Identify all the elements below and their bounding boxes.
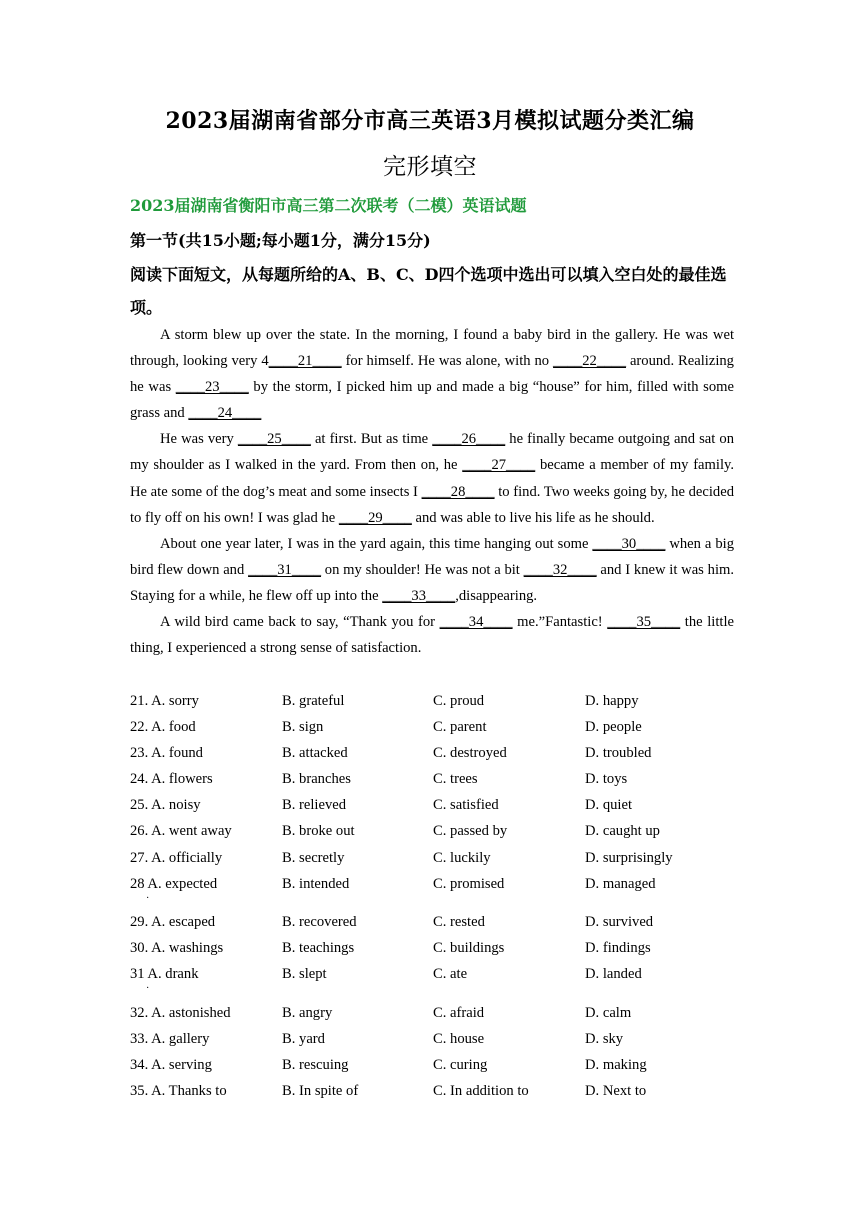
question-row-26 — [130, 818, 750, 844]
question-row-24 — [130, 766, 750, 792]
option-a: 34. A. serving — [130, 1057, 212, 1074]
passage-text: on my shoulder! He was not a bit — [321, 561, 524, 578]
question-row-32 — [130, 1000, 750, 1026]
question-row-27 — [130, 845, 750, 871]
passage-text: around. Realizing he was — [130, 353, 734, 396]
option-b: B. slept — [282, 966, 327, 983]
passage-text: for himself. He was alone, with no — [341, 353, 554, 370]
option-d: D. calm — [585, 1004, 632, 1021]
blank-22: ____22____ — [553, 353, 627, 370]
passage-text: A wild bird came back to say, “Thank you for — [160, 614, 440, 631]
question-row-33 — [130, 1026, 750, 1052]
question-row-30 — [130, 935, 750, 961]
option-b: B. relieved — [282, 797, 347, 814]
option-c: C. In addition to — [433, 1083, 529, 1100]
passage-paragraph-3 — [130, 531, 734, 609]
option-a: 21. A. sorry — [130, 693, 199, 709]
passage-paragraph-2 — [130, 426, 734, 530]
option-c: C. proud — [433, 693, 485, 709]
option-d: D. survived — [585, 914, 654, 931]
option-d: D. toys — [585, 771, 628, 788]
option-d: D. managed — [585, 875, 656, 892]
option-b: B. angry — [282, 1004, 333, 1021]
option-d: D. sky — [585, 1030, 624, 1047]
option-a: 25. A. noisy — [130, 797, 201, 814]
option-b: B. In spite of — [282, 1083, 359, 1100]
passage-text: at first. But as time — [310, 431, 433, 448]
option-b: B. secretly — [282, 849, 345, 866]
option-d: D. happy — [585, 693, 639, 709]
question-row-35 — [130, 1078, 750, 1104]
option-c: C. passed by — [433, 823, 508, 840]
blank-35: ____35____ — [607, 614, 681, 631]
option-b: B. yard — [282, 1030, 325, 1047]
answer-options — [130, 688, 750, 1104]
option-c: C. curing — [433, 1057, 488, 1074]
option-d: D. Next to — [585, 1083, 647, 1100]
option-c: C. rested — [433, 914, 485, 931]
passage-text: me.”Fantastic! — [512, 614, 608, 631]
option-c: C. house — [433, 1030, 485, 1047]
question-row-25 — [130, 792, 750, 818]
option-b: B. branches — [282, 771, 351, 788]
blank-34: ____34____ — [439, 614, 513, 631]
passage-paragraph-1 — [130, 322, 734, 426]
blank-27: ____27____ — [462, 457, 536, 474]
option-b: B. intended — [282, 875, 350, 892]
option-c: C. buildings — [433, 940, 505, 957]
blank-21: ____21____ — [268, 353, 342, 370]
option-d: D. caught up — [585, 823, 660, 840]
option-a: 35. A. Thanks to — [130, 1083, 227, 1100]
option-a: 28 A. expected — [130, 875, 218, 892]
option-c: C. promised — [433, 875, 505, 892]
blank-25: ____25____ — [237, 431, 311, 448]
blank-23: ____23____ — [175, 379, 249, 396]
option-c: C. satisfied — [433, 797, 499, 814]
option-d: D. people — [585, 719, 642, 736]
passage-text: he finally became outgoing and sat on my shoulder as I walked in the yard. From then on, he — [130, 431, 735, 474]
exam-source-heading: 2023届湖南省衡阳市高三第二次联考（二模）英语试题 — [130, 196, 527, 215]
blank-24: ____24____ — [188, 405, 262, 422]
option-c: C. trees — [433, 771, 478, 788]
option-b: B. sign — [282, 719, 324, 736]
option-c: C. parent — [433, 719, 487, 736]
option-d: D. quiet — [585, 797, 633, 814]
question-row-29 — [130, 909, 750, 935]
passage-text: and I knew it was him. Staying for a while, he flew off up into the — [130, 561, 734, 604]
blank-32: ____32____ — [523, 561, 597, 578]
passage-text: About one year later, I was in the yard again, this time hanging out some — [160, 535, 593, 552]
section-heading: 第一节(共15小题;每小题1分，满分15分) — [130, 231, 431, 250]
option-a: 30. A. washings — [130, 940, 224, 957]
question-row-23 — [130, 740, 750, 766]
option-b: B. teachings — [282, 940, 355, 957]
blank-31: ____31____ — [248, 561, 322, 578]
passage-text: the little thing, I experienced a strong sense of satisfaction. — [130, 614, 734, 657]
option-d: D. making — [585, 1057, 647, 1074]
passage-text: to find. Two weeks going by, he decided to fly off on his own! I was glad he — [130, 483, 734, 526]
option-a: 33. A. gallery — [130, 1030, 210, 1047]
option-d: D. surprisingly — [585, 849, 673, 866]
option-a: 31 A. drank — [130, 966, 199, 983]
option-a: 23. A. found — [130, 745, 203, 762]
document-subtitle: 完形填空 — [383, 154, 477, 180]
passage-text: became a member of my family. He ate some of the dog’s meat and some insects I — [130, 457, 734, 500]
blank-29: ____29____ — [338, 509, 412, 526]
passage-text: by the storm, I picked him up and made a big “house” for him, filled with some grass and — [130, 379, 734, 422]
option-c: C. afraid — [433, 1004, 485, 1021]
stray-mark: · — [146, 983, 150, 995]
option-b: B. rescuing — [282, 1057, 349, 1074]
question-row-34 — [130, 1052, 750, 1078]
blank-33: ____33____ — [382, 587, 456, 604]
passage-text: ,disappearing. — [455, 587, 538, 604]
option-d: D. landed — [585, 966, 642, 983]
blank-30: ____30____ — [592, 535, 666, 552]
question-row-28 — [130, 871, 750, 910]
option-a: 22. A. food — [130, 719, 196, 736]
option-c: C. destroyed — [433, 745, 507, 762]
instruction-text: 阅读下面短文，从每题所给的A、B、C、D四个选项中选出可以填入空白处的最佳选项。 — [130, 265, 727, 317]
option-d: D. troubled — [585, 745, 652, 762]
option-a: 26. A. went away — [130, 823, 232, 840]
option-a: 29. A. escaped — [130, 914, 216, 931]
option-a: 32. A. astonished — [130, 1004, 231, 1021]
question-row-21 — [130, 688, 750, 714]
question-row-31 — [130, 961, 750, 1000]
option-a: 24. A. flowers — [130, 771, 213, 788]
stray-mark: · — [146, 892, 150, 904]
option-c: C. ate — [433, 966, 468, 983]
option-b: B. broke out — [282, 823, 355, 840]
document-title: 2023届湖南省部分市高三英语3月模拟试题分类汇编 — [165, 108, 695, 134]
option-c: C. luckily — [433, 849, 491, 866]
passage-text: A storm blew up over the state. In the morning, I found a baby bird in the gallery. He was wet through, looking very 4 — [130, 327, 734, 370]
passage-paragraph-4 — [130, 609, 734, 661]
passage-text: when a big bird flew down and — [130, 535, 734, 578]
blank-26: ____26____ — [432, 431, 506, 448]
cloze-passage — [130, 322, 734, 661]
passage-text: and was able to live his life as he should. — [411, 509, 655, 526]
option-a: 27. A. officially — [130, 849, 223, 866]
blank-28: ____28____ — [421, 483, 495, 500]
option-b: B. recovered — [282, 914, 357, 931]
passage-text: He was very — [160, 431, 238, 448]
question-row-22 — [130, 714, 750, 740]
option-d: D. findings — [585, 940, 651, 957]
option-b: B. attacked — [282, 745, 348, 762]
option-b: B. grateful — [282, 693, 345, 709]
